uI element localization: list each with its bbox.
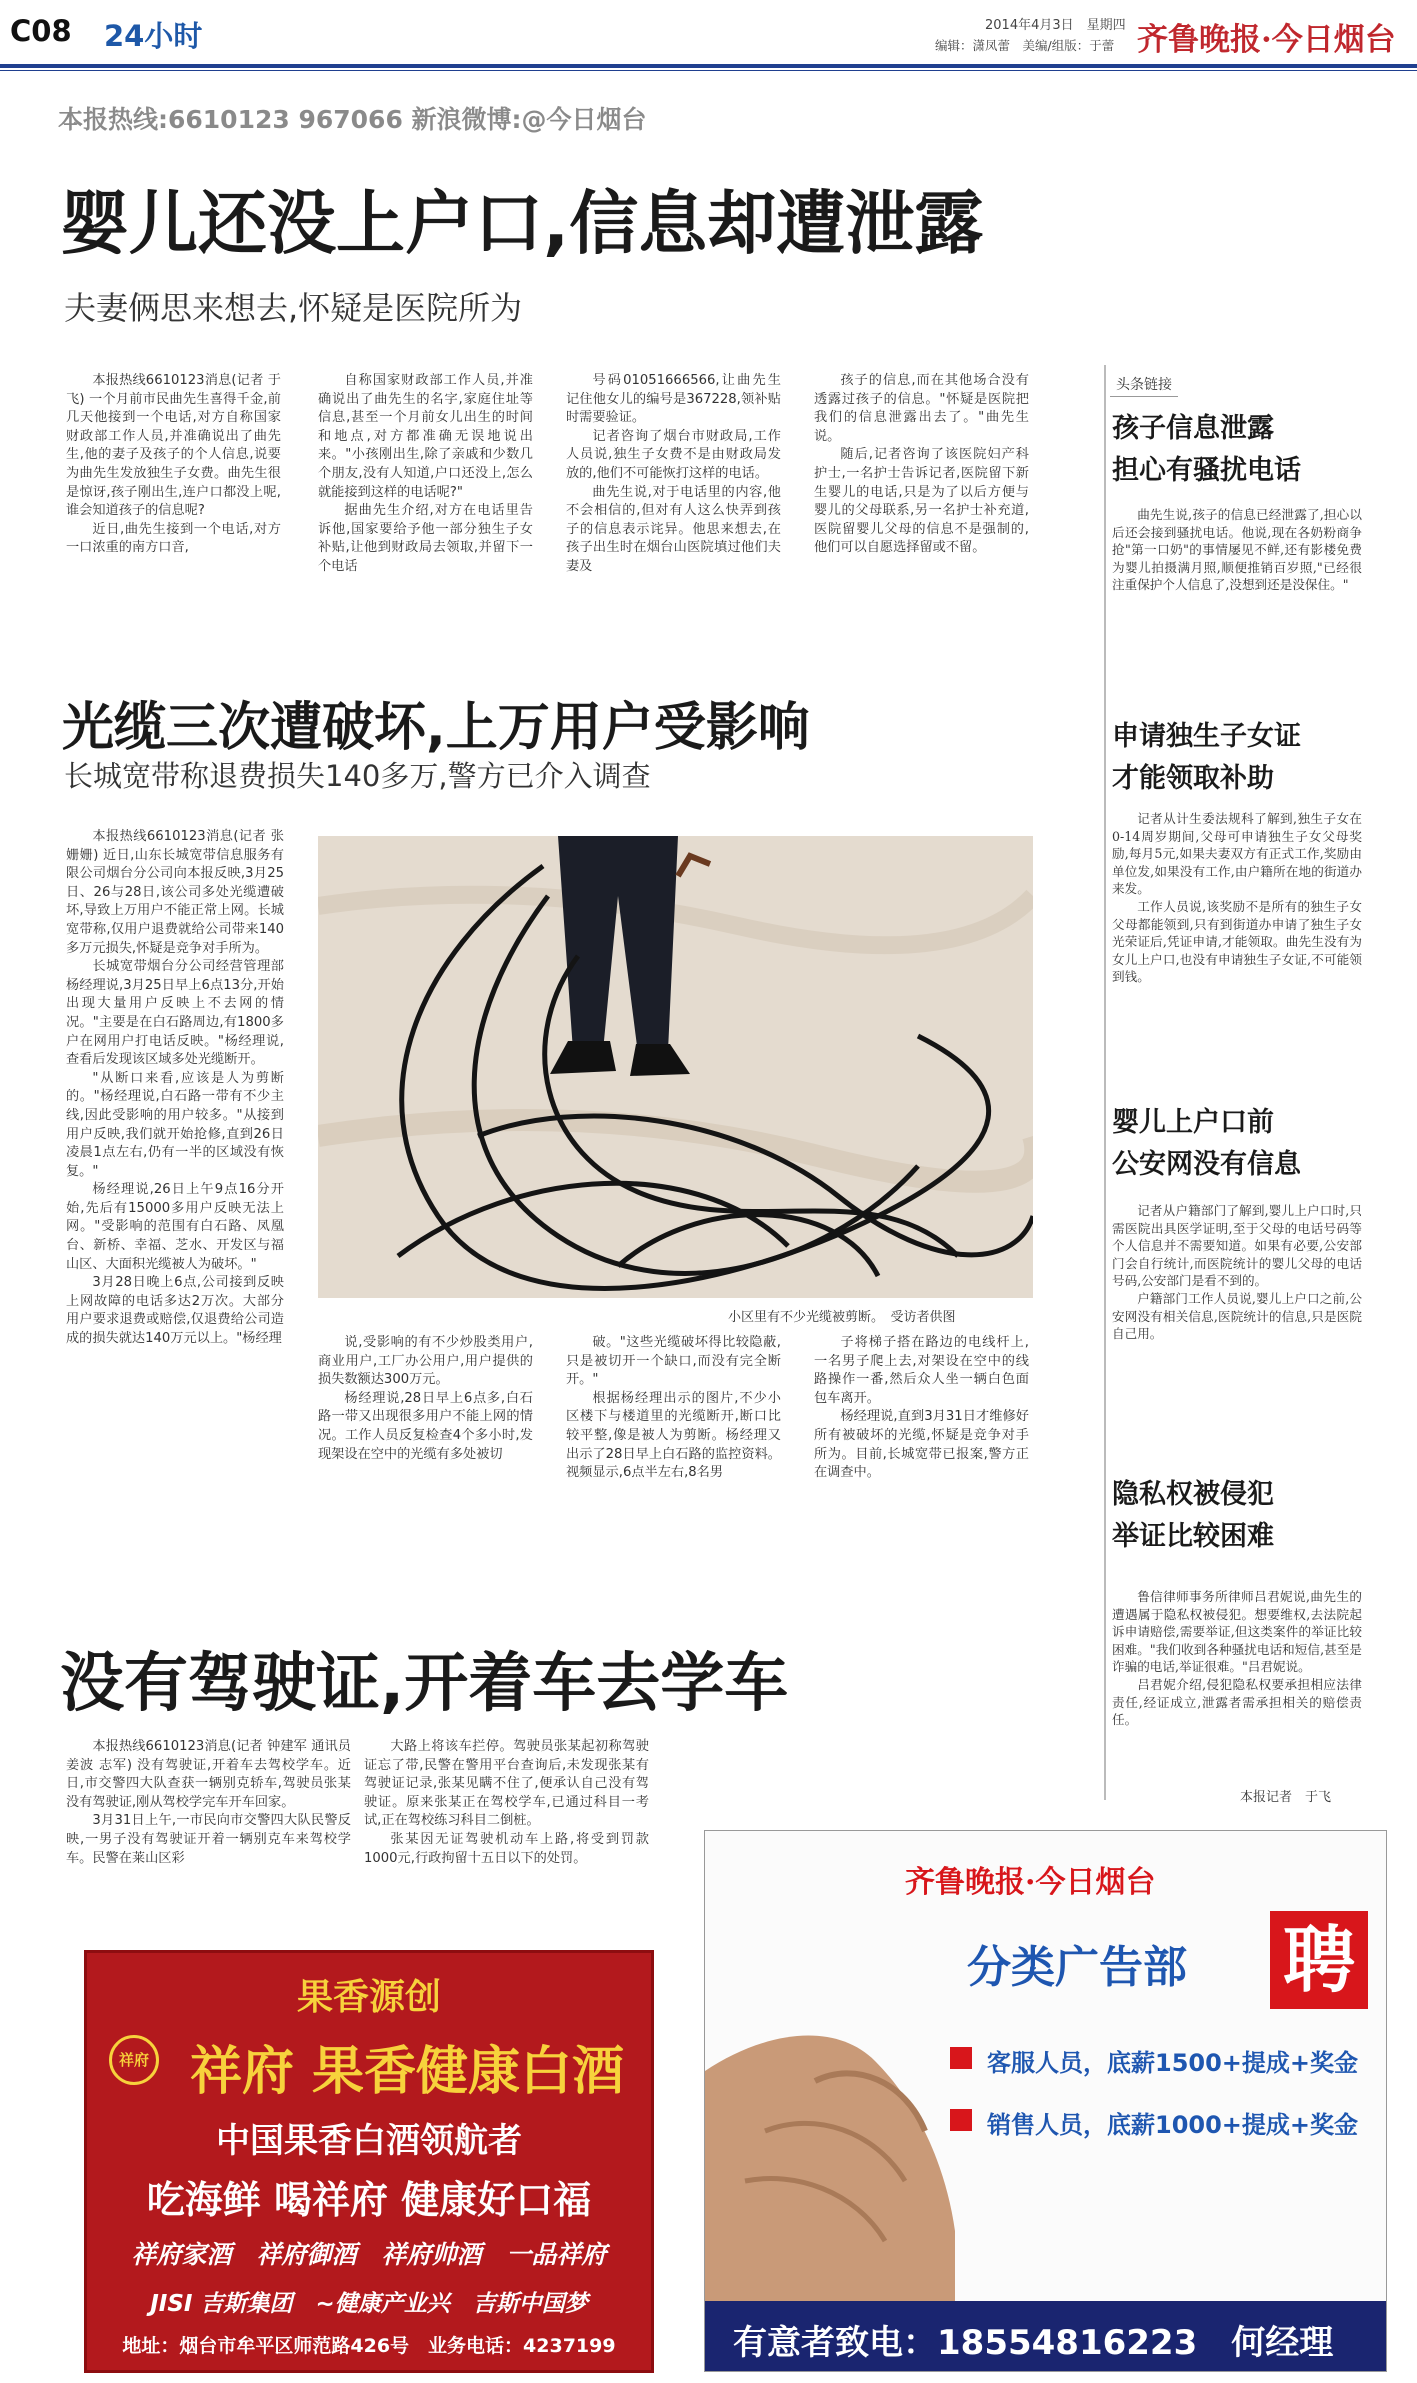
paragraph: 随后,记者咨询了该医院妇产科护士,一名护士告诉记者,医院留下新生婴儿的电话,只是为了以后方便与婴儿的父母联系,另一名护士补充道,医院留婴儿父母的信息不是强制的,他们可以自愿选择留或不留。 — [814, 447, 1029, 556]
sidebar-item-1-text: 曲先生说,孩子的信息已经泄露了,担心以后还会接到骚扰电话。他说,现在各奶粉商争抢"第一口奶"的事情屡见不鲜,还有影楼免费为婴儿拍摄满月照,顺便推销百岁照,"已经很注重保护个人信息了,没想到还是没保住。" — [1112, 507, 1362, 593]
sidebar-item-3-title-line2: 公安网没有信息 — [1112, 1149, 1301, 1180]
recruitment-ad-department: 分类广告部 — [967, 1942, 1187, 1993]
recruitment-contact: 有意者致电：18554816223 何经理 — [733, 2323, 1334, 2363]
story1-col1-text: 本报热线6610123消息(记者 于飞) 一个月前市民曲先生喜得千金,前几天他接到一个电话,对方自称国家财政部工作人员,并准确说出了曲先生,他的妻子及孩子的个人信息,说要为曲先生发放独生子女费。曲先生很是惊讶,孩子刚出生,连户口都没上呢,谁会知道孩子的信息呢? — [66, 373, 281, 519]
story3-headline: 没有驾驶证,开着车去学车 — [60, 1647, 789, 1721]
sidebar-item-3-title-line1: 婴儿上户口前 — [1112, 1107, 1274, 1138]
sidebar-rule — [1104, 365, 1106, 1800]
paragraph: 张某因无证驾驶机动车上路,将受到罚款1000元,行政拘留十五日以下的处罚。 — [364, 1831, 649, 1866]
paragraph: 吕君妮介绍,侵犯隐私权要承担相应法律责任,经证成立,泄露者需承担相关的赔偿责任。 — [1112, 1676, 1362, 1728]
story2-col4-text: 子将梯子搭在路边的电线杆上,一名男子爬上去,对架设在空中的线路操作一番,然后众人坐一辆白色面包车离开。 — [814, 1335, 1029, 1406]
sidebar-item-2-title-line2: 才能领取补助 — [1112, 763, 1274, 794]
paragraph: 3月28日晚上6点,公司接到反映上网故障的电话多达2万次。大部分用户要求退费或赔偿,仅退费给公司造成的损失就达140万元以上。"杨经理 — [66, 1275, 284, 1347]
cable-photo — [318, 836, 1033, 1298]
paragraph: 杨经理说,直到3月31日才维修好所有被破坏的光缆,怀疑是竞争对手所为。目前,长城宽带已报案,警方正在调查中。 — [814, 1409, 1029, 1481]
story3-col2-text: 大路上将该车拦停。驾驶员张某起初称驾驶证忘了带,民警在警用平台查询后,未发现张某有驾驶证记录,张某见瞒不住了,便承认自己没有驾驶证。原来张某正在驾校学车,已通过科目一考试,正在驾校练习科目二倒桩。 — [364, 1739, 649, 1829]
story1-column-4 — [814, 372, 1029, 627]
sidebar-item-2-body — [1112, 810, 1362, 1064]
liquor-ad-line5: 祥府家酒 祥府御酒 祥府帅酒 一品祥府 — [131, 2240, 607, 2269]
liquor-ad-line2: 祥府 果香健康白酒 — [189, 2041, 625, 2102]
sidebar-item-4-byline: 本报记者 于飞 — [1240, 1790, 1332, 1805]
story1-col2-text: 自称国家财政部工作人员,并准确说出了曲先生的名字,家庭住址等信息,甚至一个月前女儿出生的时间和地点,对方都准确无误地说出来。"小孩刚出生,除了亲戚和少数几个朋友,没有人知道,户口还没上,怎么就能接到这样的电话呢?" — [318, 373, 533, 500]
job-2: 销售人员，底薪1000+提成+奖金 — [987, 2111, 1359, 2139]
sidebar-item-2-text: 记者从计生委法规科了解到,独生子女在0-14周岁期间,父母可申请独生子女父母奖励,每月5元,如果夫妻双方有正式工作,奖励由单位发,如果没有工作,由户籍所在地的街道办来发。 — [1112, 811, 1362, 897]
story2-col1-text: 本报热线6610123消息(记者 张姗姗) 近日,山东长城宽带信息服务有限公司烟台分公司向本报反映,3月25日、26与28日,该公司多处光缆遭破坏,导致上万用户不能正常上网。长城宽带称,仅用户退费就给公司带来140多万元损失,怀疑是竞争对手所为。 — [66, 829, 284, 956]
story2-column-2 — [318, 1334, 533, 1554]
paragraph: 根据杨经理出示的图片,不少小区楼下与楼道里的光缆断开,断口比较平整,像是被人为剪断。杨经理又出示了28日早上白石路的监控资料。视频显示,6点半左右,8名男 — [566, 1390, 781, 1481]
story1-col3-text: 号码01051666566,让曲先生记住他女儿的编号是367228,领补贴时需要验证。 — [566, 373, 781, 426]
sidebar-item-3-body — [1112, 1202, 1362, 1474]
paragraph: 工作人员说,该奖励不是所有的独生子女父母都能领到,只有到街道办申请了独生子女光荣证后,凭证申请,才能领取。曲先生没有为女儿上户口,也没有申请独生子女证,不可能领到钱。 — [1112, 898, 1362, 985]
sidebar-tag: 头条链接 — [1110, 372, 1178, 397]
sidebar-item-1-title-line2: 担心有骚扰电话 — [1112, 455, 1301, 486]
recruitment-ad[interactable] — [704, 1830, 1387, 2372]
story1-col4-text: 孩子的信息,而在其他场合没有透露过孩子的信息。"怀疑是医院把我们的信息泄露出去了。"曲先生说。 — [814, 373, 1029, 444]
job-2-bullet — [950, 2109, 972, 2131]
paragraph: 据曲先生介绍,对方在电话里告诉他,国家要给予他一部分独生子女补贴,让他到财政局去领取,并留下一个电话 — [318, 503, 533, 574]
story2-headline: 光缆三次遭破坏,上万用户受影响 — [62, 698, 810, 758]
story1-column-1 — [66, 372, 281, 627]
story1-column-3 — [566, 372, 781, 627]
sidebar-item-1-title-line1: 孩子信息泄露 — [1112, 413, 1274, 444]
paragraph: 杨经理说,26日上午9点16分开始,先后有15000多用户反映无法上网。"受影响的范围有白石路、凤凰台、新桥、幸福、芝水、开发区与福山区、大面积光缆被人为破坏。" — [66, 1182, 284, 1272]
story2-column-3 — [566, 1334, 781, 1554]
sidebar-item-4-body — [1112, 1588, 1362, 1786]
story3-col1-text: 本报热线6610123消息(记者 钟建军 通讯员 姜波 志军) 没有驾驶证,开着车去驾校学车。近日,市交警四大队查获一辆别克轿车,驾驶员张某没有驾驶证,刚从驾校学完车开车回家。 — [66, 1739, 351, 1810]
masthead: 齐鲁晚报·今日烟台 — [1137, 22, 1396, 58]
sidebar-item-4-title-line1: 隐私权被侵犯 — [1112, 1479, 1274, 1510]
story2-column-4 — [814, 1334, 1029, 1554]
hotline-banner: 本报热线:6610123 967066 新浪微博:@今日烟台 — [58, 105, 647, 134]
story2-subhead: 长城宽带称退费损失140多万,警方已介入调查 — [64, 759, 651, 793]
story3-column-1 — [66, 1738, 351, 1926]
liquor-ad-line6: JISI 吉斯集团 ~健康产业兴 吉斯中国梦 — [150, 2291, 588, 2317]
job-1-bullet — [950, 2047, 972, 2069]
paragraph: 曲先生说,对于电话里的内容,他不会相信的,但对有人这么快弄到孩子的信息表示诧异。他思来想去,在孩子出生时在烟台山医院填过他们夫妻及 — [566, 484, 781, 574]
section-name: 24小时 — [104, 19, 203, 53]
sidebar-item-3-text: 记者从户籍部门了解到,婴儿上户口时,只需医院出具医学证明,至于父母的电话号码等个人信息并不需要知道。如果有必要,公安部门会自行统计,而医院统计的婴儿父母的电话号码,公安部门是看不到的。 — [1112, 1203, 1362, 1289]
liquor-ad-line3: 中国果香白酒领航者 — [216, 2121, 522, 2161]
sidebar-item-3-title — [1112, 1102, 1301, 1186]
job-1: 客服人员，底薪1500+提成+奖金 — [987, 2049, 1359, 2077]
paragraph: 杨经理说,28日早上6点多,白石路一带又出现很多用户不能上网的情况。工作人员反复检查4个多小时,发现架设在空中的光缆有多处被切 — [318, 1390, 533, 1462]
sidebar-item-4-text: 鲁信律师事务所律师吕君妮说,曲先生的遭遇属于隐私权被侵犯。想要维权,去法院起诉申请赔偿,需要举证,但这类案件的举证比较困难。"我们收到各种骚扰电话和短信,甚至是诈骗的电话,举证很难。"吕君妮说。 — [1112, 1589, 1362, 1675]
paragraph: 3月31日上午,一市民向市交警四大队民警反映,一男子没有驾驶证开着一辆别克车来驾校学车。民警在莱山区彩 — [66, 1813, 351, 1866]
liquor-brand-seal: 祥府 — [109, 2035, 159, 2085]
story1-subhead: 夫妻俩思来想去,怀疑是医院所为 — [64, 289, 523, 327]
story1-column-2 — [318, 372, 533, 627]
sidebar-item-1-title — [1112, 408, 1301, 492]
photo-caption: 小区里有不少光缆被剪断。 受访者供图 — [728, 1310, 956, 1325]
liquor-ad-line7: 地址：烟台市牟平区师范路426号 业务电话：4237199 — [122, 2335, 616, 2357]
liquor-ad-line4: 吃海鲜 喝祥府 健康好口福 — [146, 2178, 592, 2222]
story2-column-1 — [66, 828, 284, 1550]
story2-col2-text: 说,受影响的有不少炒股类用户,商业用户,工厂办公用户,用户提供的损失数额达300万元。 — [318, 1335, 533, 1388]
recruitment-ad-masthead: 齐鲁晚报·今日烟台 — [905, 1865, 1156, 1900]
paragraph: 户籍部门工作人员说,婴儿上户口之前,公安网没有相关信息,医院统计的信息,只是医院自己用。 — [1112, 1290, 1362, 1342]
hire-badge: 聘 — [1270, 1911, 1368, 2009]
liquor-ad-line1: 果香源创 — [296, 1976, 441, 2018]
sidebar-item-4-title-line2: 举证比较困难 — [1112, 1521, 1274, 1552]
paragraph: 长城宽带烟台分公司经营管理部杨经理说,3月25日早上6点13分,开始出现大量用户反映上不去网的情况。"主要是在白石路周边,有1800多户在网用户打电话反映。"杨经理说,查看后发现该区域多处光缆断开。 — [66, 959, 284, 1068]
story2-col3-text: 破。"这些光缆破坏得比较隐蔽,只是被切开一个缺口,而没有完全断开。" — [566, 1335, 781, 1388]
story1-headline: 婴儿还没上户口,信息却遭泄露 — [60, 184, 984, 264]
paragraph: "从断口来看,应该是人为剪断的。"杨经理说,白石路一带有不少主线,因此受影响的用户较多。"从接到用户反映,我们就开始抢修,直到26日凌晨1点左右,仍有一半的区域没有恢复。" — [66, 1070, 284, 1179]
liquor-ad[interactable] — [84, 1950, 654, 2373]
editors-line: 编辑：潇凤蕾 美编/组版：于蕾 — [935, 38, 1115, 53]
page-number: C08 — [10, 14, 72, 48]
sidebar-item-1-body — [1112, 506, 1362, 678]
header-rule-thin — [0, 70, 1417, 71]
paragraph: 记者咨询了烟台市财政局,工作人员说,独生子女费不是由财政局发放的,他们不可能恢打这样的电话。 — [566, 428, 781, 481]
header-rule — [0, 64, 1417, 68]
story3-column-2 — [364, 1738, 649, 1926]
sidebar-item-4-title — [1112, 1474, 1274, 1558]
cable-photo-illustration — [318, 836, 1033, 1298]
sidebar-item-2-title — [1112, 716, 1301, 800]
date-line: 2014年4月3日 星期四 — [985, 18, 1126, 33]
paragraph: 近日,曲先生接到一个电话,对方一口浓重的南方口音, — [66, 521, 281, 556]
sidebar-item-2-title-line1: 申请独生子女证 — [1112, 721, 1301, 752]
